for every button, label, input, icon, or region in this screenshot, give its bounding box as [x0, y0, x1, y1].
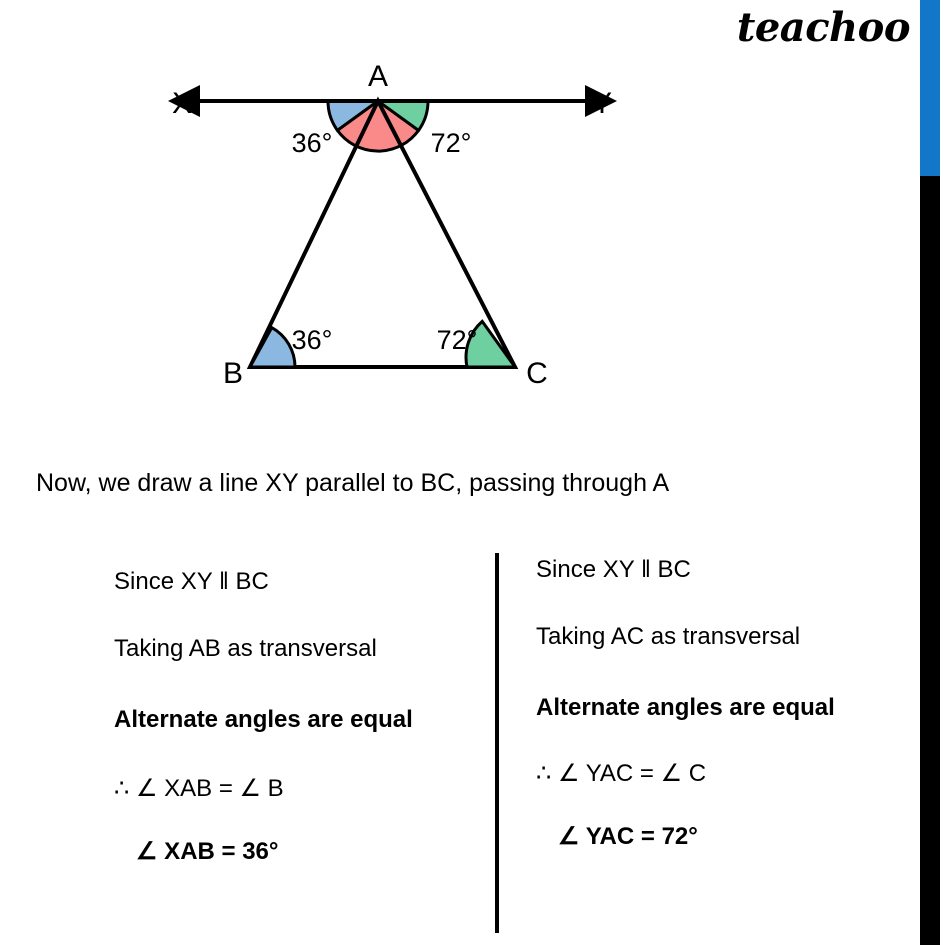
proof-left-line-4: ∴ ∠ XAB = ∠ B [114, 775, 284, 802]
proof-left-line-2: Taking AB as transversal [114, 635, 377, 662]
proof-right-line-5: ∠ YAC = 72° [558, 823, 698, 850]
proof-left-line-1: Since XY ‖ BC [114, 568, 269, 595]
proof-column-divider [495, 553, 499, 933]
proof-right-line-2: Taking AC as transversal [536, 623, 801, 650]
angle-label-yac: 72° [430, 128, 472, 158]
proof-right-line-4: ∴ ∠ YAC = ∠ C [536, 760, 707, 787]
proof-section [0, 548, 945, 938]
right-edge-blue-bar [920, 0, 940, 176]
angle-label-xab: 36° [291, 128, 333, 158]
angle-label-c: 72° [436, 325, 478, 355]
label-c: C [526, 357, 548, 390]
label-a: A [367, 60, 389, 93]
angle-label-b: 36° [291, 325, 333, 355]
label-x: X [171, 87, 193, 120]
proof-right-line-1: Since XY ‖ BC [536, 556, 691, 583]
label-b: B [222, 357, 244, 390]
narrative-text: Now, we draw a line XY parallel to BC, passing through A [36, 469, 670, 497]
angle-sector-b [250, 328, 295, 367]
proof-right-line-3: Alternate angles are equal [536, 694, 835, 721]
proof-left-line-5: ∠ XAB = 36° [136, 838, 279, 865]
proof-left-line-3: Alternate angles are equal [114, 706, 413, 733]
teachoo-logo: teachoo [736, 4, 910, 51]
apex-angle-sectors [328, 101, 428, 151]
geometry-diagram [0, 0, 700, 420]
label-y: Y [591, 87, 613, 120]
